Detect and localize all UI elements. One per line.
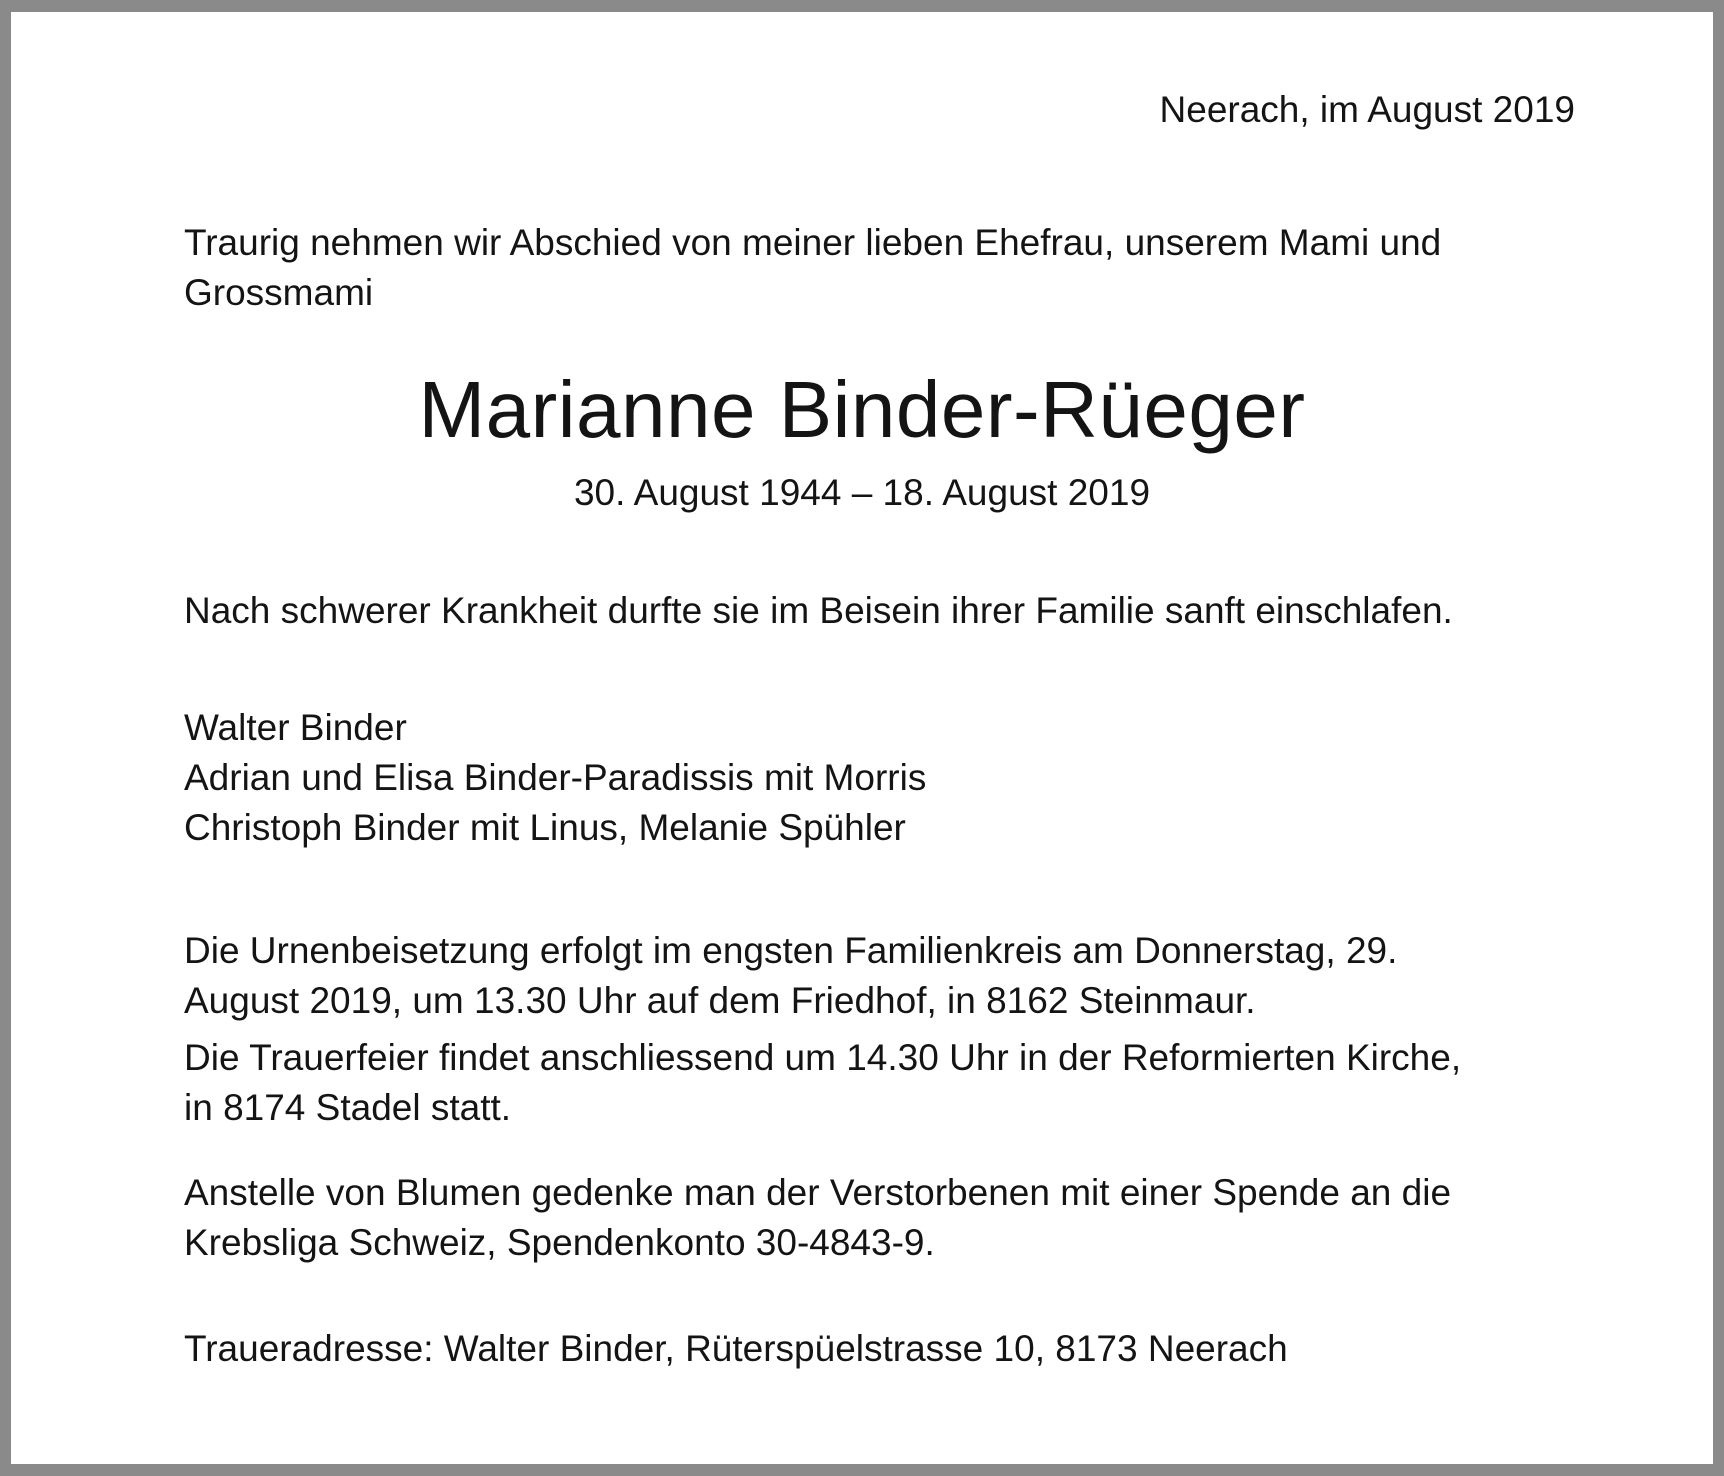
- burial-info: [184, 926, 1604, 1026]
- mourner-item: Adrian und Elisa Binder-Paradissis mit Morris: [184, 757, 927, 798]
- burial-line-2: August 2019, um 13.30 Uhr auf dem Friedhof, in 8162 Steinmaur.: [184, 980, 1256, 1021]
- mourning-address: Traueradresse: Walter Binder, Rüterspüelstrasse 10, 8173 Neerach: [184, 1328, 1288, 1369]
- deceased-name: Marianne Binder-Rüeger: [418, 365, 1306, 454]
- mourners-list: [184, 703, 1604, 853]
- intro-line-1: Traurig nehmen wir Abschied von meiner lieben Ehefrau, unserem Mami und: [184, 222, 1442, 263]
- intro-line-2: Grossmami: [184, 272, 374, 313]
- illness-text: Nach schwerer Krankheit durfte sie im Beisein ihrer Familie sanft einschlafen.: [184, 590, 1453, 631]
- mourner-item: Walter Binder: [184, 707, 407, 748]
- ceremony-line-1: Die Trauerfeier findet anschliessend um 14.30 Uhr in der Reformierten Kirche,: [184, 1037, 1462, 1078]
- intro-text: [184, 218, 1604, 318]
- donation-line-1: Anstelle von Blumen gedenke man der Verstorbenen mit einer Spende an die: [184, 1172, 1452, 1213]
- donation-line-2: Krebsliga Schweiz, Spendenkonto 30-4843-9.: [184, 1222, 935, 1263]
- place-date: Neerach, im August 2019: [1159, 89, 1575, 130]
- ceremony-line-2: in 8174 Stadel statt.: [184, 1087, 512, 1128]
- obituary-page: [11, 12, 1713, 1464]
- donation-info: [184, 1168, 1604, 1268]
- ceremony-info: [184, 1033, 1604, 1133]
- life-dates: 30. August 1944 – 18. August 2019: [573, 472, 1151, 513]
- burial-line-1: Die Urnenbeisetzung erfolgt im engsten Familienkreis am Donnerstag, 29.: [184, 930, 1398, 971]
- mourner-item: Christoph Binder mit Linus, Melanie Spühler: [184, 807, 906, 848]
